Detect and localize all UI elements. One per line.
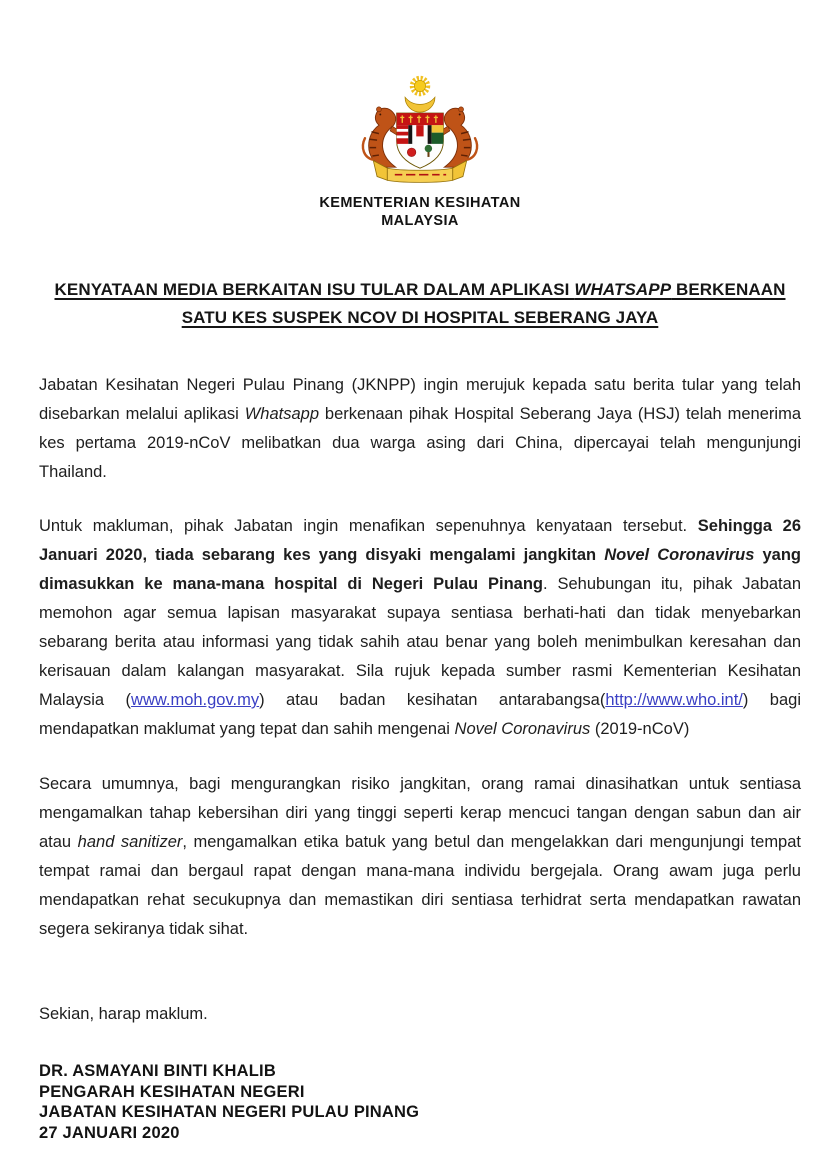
signatory-department: JABATAN KESIHATAN NEGERI PULAU PINANG	[39, 1103, 420, 1121]
ministry-name-line1: KEMENTERIAN KESIHATAN	[319, 195, 521, 211]
signatory-position: PENGARAH KESIHATAN NEGERI	[39, 1082, 305, 1101]
sun-icon	[412, 78, 427, 93]
closing-remark: Sekian, harap maklum.	[39, 1005, 208, 1023]
document-header-logo-row	[39, 72, 801, 184]
who-website-link[interactable]: http://www.who.int/	[605, 691, 743, 709]
ministry-name	[39, 194, 801, 230]
paragraph-intro: Jabatan Kesihatan Negeri Pulau Pinang (JKNPP) ingin merujuk kepada satu berita tular yang telah disebarkan melalui aplikasi Whatsapp berkenaan pihak Hospital Seberang Jaya (HSJ) telah menerima kes pertama 2019-nCoV melibatkan dua warga asing dari China, dipercayai telah mengunjungi Thailand.	[39, 376, 801, 481]
document-title-line1: KENYATAAN MEDIA BERKAITAN ISU TULAR DALAM APLIKASI WHATSAPP BERKENAAN	[54, 280, 786, 299]
signature-block	[39, 1061, 801, 1143]
crescent-icon	[405, 97, 435, 112]
moh-website-link[interactable]: www.moh.gov.my	[131, 691, 260, 709]
document-title-line2: SATU KES SUSPEK NCOV DI HOSPITAL SEBERANG JAYA	[181, 308, 659, 327]
shield-icon	[397, 113, 444, 168]
tiger-right-icon	[441, 107, 478, 167]
ministry-name-line2: MALAYSIA	[381, 213, 459, 229]
malaysia-coat-of-arms-logo	[350, 72, 490, 184]
paragraph-advice: Secara umumnya, bagi mengurangkan risiko jangkitan, orang ramai dinasihatkan untuk sentiasa mengamalkan tahap kebersihan diri yang tinggi seperti kerap mencuci tangan dengan sabun dan air atau hand sanitizer, mengamalkan etika batuk yang betul dan mengelakkan dari mengunjungi tempat tempat ramai dan bergaul rapat dengan mana-mana individu bergejala. Orang awam juga perlu mendapatkan rehat secukupnya dan memastikan diri sentiasa terhidrat serta mendapatkan rawatan segera sekiranya tidak sihat.	[39, 775, 801, 938]
signatory-name: DR. ASMAYANI BINTI KHALIB	[39, 1062, 276, 1080]
paragraph-denial: Untuk makluman, pihak Jabatan ingin menafikan sepenuhnya kenyataan tersebut. Sehingga 26 Januari 2020, tiada sebarang kes yang disyaki mengalami jangkitan Novel Coronavirus yang dimasukkan ke mana-mana hospital di Negeri Pulau Pinang. Sehubungan itu, pihak Jabatan memohon agar semua lapisan masyarakat supaya sentiasa berhati-hati dan tidak menyebarkan sebarang berita atau informasi yang tidak sahih atau benar yang boleh menimbulkan keresahan dan kerisauan dalam kalangan masyarakat. Sila rujuk kepada sumber rasmi Kementerian Kesihatan Malaysia (www.moh.gov.my) atau badan kesihatan antarabangsa(http://www.who.int/) bagi mendapatkan maklumat yang tepat dan sahih mengenai Novel Coronavirus (2019-nCoV)	[39, 517, 802, 738]
statement-date: 27 JANUARI 2020	[39, 1123, 180, 1142]
tiger-left-icon	[363, 107, 400, 167]
document-title	[39, 276, 801, 332]
